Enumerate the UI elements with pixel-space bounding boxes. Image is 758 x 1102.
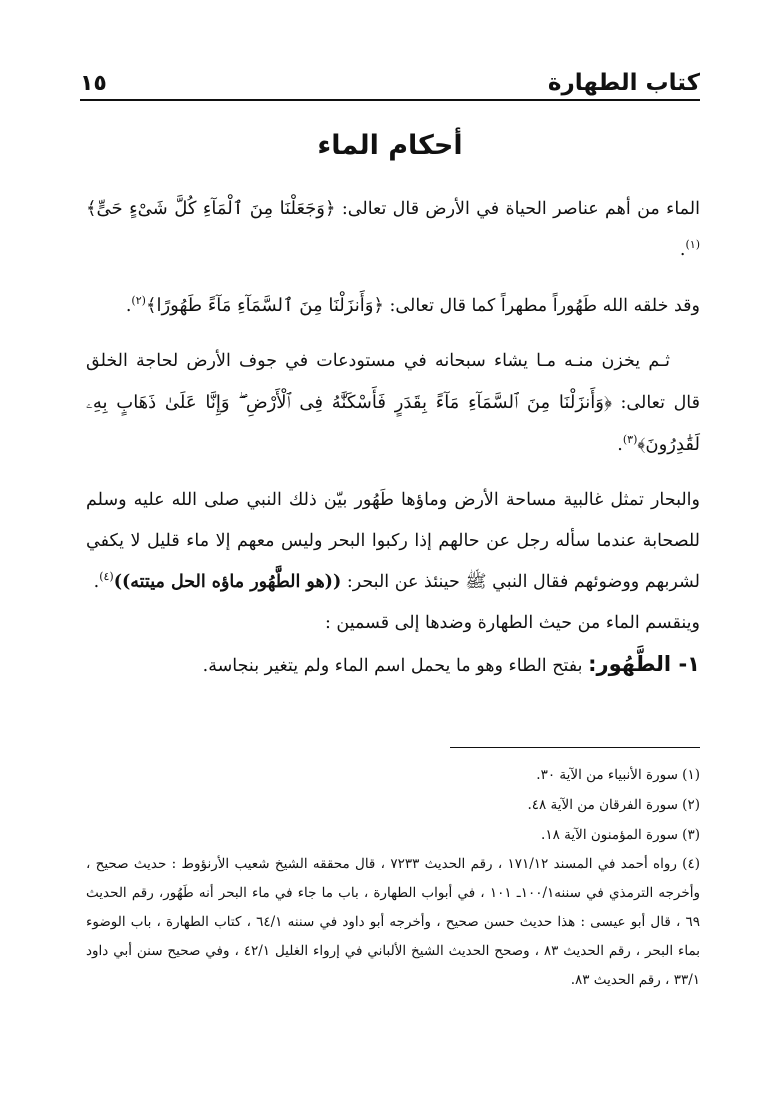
definition-text: بفتح الطاء وهو ما يحمل اسم الماء ولم يتغير بنجاسة. [202,656,589,676]
paragraph-2-end: . [125,296,132,316]
body-text [86,188,700,687]
running-header [80,56,700,96]
paragraph-3-end: . [617,435,623,455]
paragraph-1-text: الماء من أهم عناصر الحياة في الأرض قال تعالى: [335,199,700,219]
footnote-ref-1[interactable]: (١) [685,238,700,252]
paragraph-3 [86,341,700,466]
paragraph-4-end: . [93,572,100,592]
quran-verse-2: ﴿وَأَنزَلْنَا مِنَ ٱلسَّمَآءِ مَآءً طَهُورًا﴾ [145,295,384,316]
footnote-ref-3[interactable]: (٣) [622,433,638,447]
paragraph-2 [86,285,700,327]
footnote-ref-4[interactable]: (٤) [99,570,114,584]
paragraph-4-text: والبحار تمثل غالبية مساحة الأرض وماؤها طَهُور بيّن ذلك النبي صلى الله عليه وسلم للصحابة عندما سأله رجل عن حالهم إذا ركبوا البحر وليس معهم إلا ماء قليل لا يكفي لشربهم ووضوئهم فقال النبي ﷺ حينئذ عن البحر: [86,490,700,592]
hadith-quote: ((هو الطَّهُور ماؤه الحل ميتته)) [113,572,342,592]
definition-term: ١- الطَّهُور: [588,652,700,676]
paragraph-1-end: . [679,240,686,260]
paragraph-2-text: وقد خلقه الله طَهُوراً مطهراً كما قال تعالى: [383,296,700,316]
paragraph-1 [86,188,700,271]
paragraph-4 [86,480,700,603]
paragraph-5-text: وينقسم الماء من حيث الطهارة وضدها إلى قسمين : [324,613,700,633]
footnote-1: (١) سورة الأنبياء من الآية ٣٠. [536,767,700,783]
chapter-title: أحكام الماء [317,130,463,161]
footnotes [86,760,700,995]
header-rule [80,99,700,101]
quran-verse-3: ﴿وَأَنزَلْنَا مِنَ ٱلسَّمَآءِ مَآءً بِقَدَرٍ فَأَسْكَنَّٰهُ فِى ٱلْأَرْضِ ۖ وَإِنَّا عَلَىٰ ذَهَابٍ بِهِۦ لَقَٰدِرُونَ﴾ [86,392,700,455]
footnote-rule [450,747,700,748]
paragraph-6 [86,644,700,687]
book-title: كتاب الطهارة [547,70,700,96]
paragraph-3-text: ثـم يخزن منـه مـا يشاء سبحانه في مستودعات في جوف الأرض لحاجة الخلق قال تعالى: [86,351,700,413]
footnote-3: (٣) سورة المؤمنون الآية ١٨. [541,827,700,843]
footnote-2: (٢) سورة الفرقان من الآية ٤٨. [527,797,700,813]
footnote-4: (٤) رواه أحمد في المسند ١٧١/١٢ ، رقم الحديث ٧٢٣٣ ، قال محققه الشيخ شعيب الأرنؤوط : حديث صحيح ، وأخرجه الترمذي في سننه١٠٠/١ـ ١٠١ ، في أبواب الطهارة ، باب ما جاء في ماء البحر أنه طَهُور، رقم الحديث ٦٩ ، قال أبو عيسى : هذا حديث حسن صحيح ، وأخرجه أبو داود في سننه ٦٤/١ ، كتاب الطهارة ، باب الوضوء بماء البحر ، رقم الحديث ٨٣ ، وصحح الحديث الشيخ الألباني في إرواء الغليل ٤٢/١ ، وفي صحيح سنن أبي داود ٣٣/١ ، رقم الحديث ٨٣. [86,856,701,988]
paragraph-5 [86,603,700,644]
quran-verse-1: ﴿وَجَعَلْنَا مِنَ ٱلْمَآءِ كُلَّ شَىْءٍ حَىٍّ﴾ [86,198,336,219]
page-number: ١٥ [80,71,107,96]
footnote-ref-2[interactable]: (٢) [131,294,146,308]
